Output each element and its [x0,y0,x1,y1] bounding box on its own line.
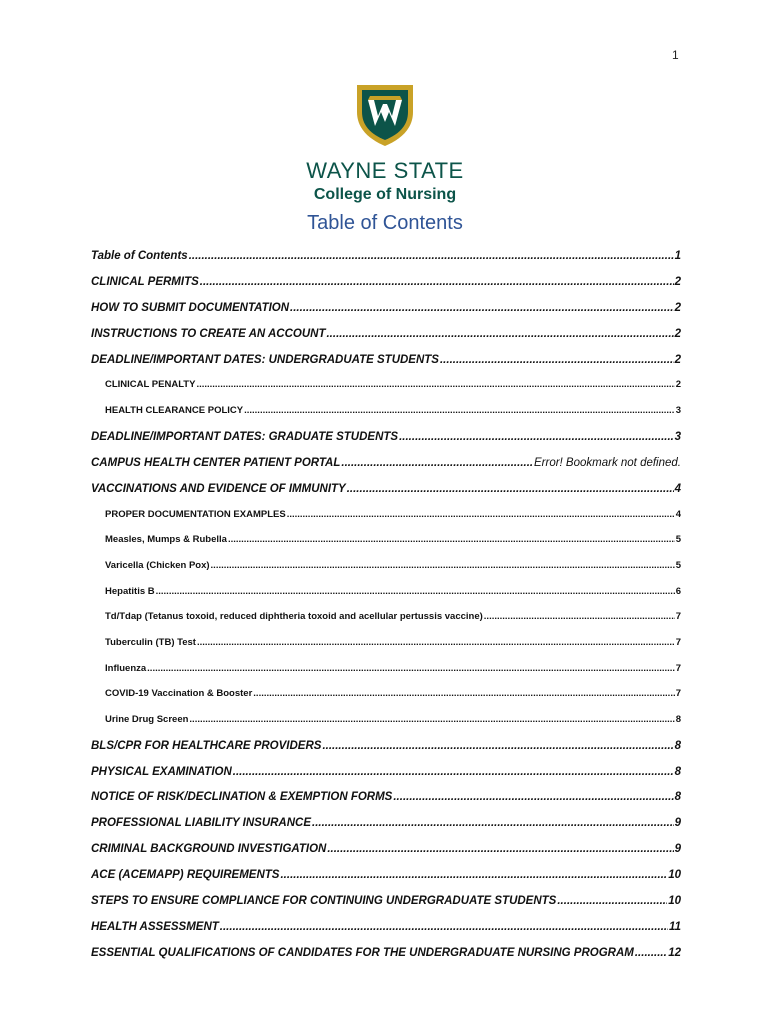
toc-entry[interactable] [91,688,681,714]
toc-entry-title: DEADLINE/IMPORTANT DATES: GRADUATE STUDENTS [91,430,399,443]
toc-entry-page: 2 [675,379,681,391]
logo-title: WAYNE STATE [306,158,464,183]
toc-dot-leader [557,895,667,907]
toc-dot-leader [399,431,674,443]
toc-dot-leader [228,534,675,545]
toc-entry-title: HEALTH ASSESSMENT [91,920,219,933]
toc-entry[interactable] [91,483,681,509]
toc-entry-title: Table of Contents [91,250,188,262]
toc-dot-leader [484,611,675,622]
toc-entry-page: 5 [675,559,681,571]
toc-dot-leader [327,843,673,855]
toc-entry-title: PROPER DOCUMENTATION EXAMPLES [105,508,286,520]
toc-entry-title: PROFESSIONAL LIABILITY INSURANCE [91,817,312,830]
toc-entry[interactable] [91,921,681,947]
toc-entry[interactable] [91,354,681,380]
toc-entry-title: CRIMINAL BACKGROUND INVESTIGATION [91,843,327,856]
toc-entry-title: Td/Tdap (Tetanus toxoid, reduced diphtheria toxoid and acellular pertussis vaccine) [105,611,483,623]
toc-entry-page: 10 [668,895,681,908]
toc-entry-page: Error! Bookmark not defined. [533,456,681,469]
toc-entry-title: ESSENTIAL QUALIFICATIONS OF CANDIDATES FOR THE UNDERGRADUATE NURSING PROGRAM [91,946,634,959]
toc-entry-title: Urine Drug Screen [105,714,189,725]
toc-entry-page: 7 [675,611,681,623]
toc-entry-page: 3 [674,430,681,443]
toc-entry[interactable] [91,250,681,276]
page-number: 1 [672,48,679,62]
toc-dot-leader [322,740,673,752]
toc-entry-page: 8 [674,791,681,804]
toc-dot-leader [440,354,674,366]
toc-entry[interactable] [91,947,681,973]
toc-entry-page: 7 [675,688,681,700]
toc-entry-title: ACE (ACEMAPP) REQUIREMENTS [91,869,280,882]
toc-entry-title: COVID-19 Vaccination & Booster [105,688,253,700]
toc-entry-page: 1 [674,250,681,262]
toc-entry-title: Hepatitis B [105,585,155,597]
toc-entry-title: Varicella (Chicken Pox) [105,559,210,571]
toc-entry[interactable] [91,560,681,586]
toc-entry[interactable] [91,431,681,457]
toc-entry[interactable] [91,302,681,328]
toc-dot-leader [189,714,674,725]
toc-entry-page: 5 [675,534,681,546]
toc-dot-leader [189,250,674,262]
toc-dot-leader [147,663,675,674]
toc-entry[interactable] [91,791,681,817]
toc-entry[interactable] [91,457,681,483]
toc-entry[interactable] [91,843,681,869]
toc-entry[interactable] [91,534,681,560]
toc-entry-title: NOTICE OF RISK/DECLINATION & EXEMPTION FORMS [91,791,393,804]
toc-dot-leader [211,560,675,571]
toc-entry[interactable] [91,611,681,637]
toc-dot-leader [635,947,667,959]
toc-entry[interactable] [91,637,681,663]
toc-entry-title: HOW TO SUBMIT DOCUMENTATION [91,301,290,314]
toc-entry-title: Tuberculin (TB) Test [105,636,196,648]
toc-entry-title: CAMPUS HEALTH CENTER PATIENT PORTAL [91,456,341,469]
toc-heading: Table of Contents [307,212,463,234]
toc-entry-title: STEPS TO ENSURE COMPLIANCE FOR CONTINUING UNDERGRADUATE STUDENTS [91,895,557,908]
toc-entry-page: 3 [675,405,681,417]
toc-entry-title: Influenza [105,662,147,674]
wayne-state-shield-icon [354,82,416,148]
toc-entry[interactable] [91,817,681,843]
toc-dot-leader [347,483,674,495]
toc-dot-leader [341,457,533,469]
toc-entry-title: VACCINATIONS AND EVIDENCE OF IMMUNITY [91,482,346,495]
toc-entry-page: 8 [674,739,681,752]
toc-entry-page: 9 [674,843,681,856]
toc-entry-page: 2 [674,275,681,288]
toc-entry-page: 6 [675,585,681,597]
toc-dot-leader [287,509,675,520]
toc-entry[interactable] [91,714,681,740]
toc-entry-page: 2 [674,353,681,366]
toc-entry-page: 2 [674,327,681,340]
toc-entry[interactable] [91,405,681,431]
toc-dot-leader [312,817,674,829]
toc-entry-title: BLS/CPR FOR HEALTHCARE PROVIDERS [91,739,322,752]
toc-entry-title: HEALTH CLEARANCE POLICY [105,405,244,417]
toc-entry-title: CLINICAL PENALTY [105,379,196,391]
toc-dot-leader [244,405,675,416]
logo-subtitle: College of Nursing [313,186,457,203]
wayne-state-logo [0,82,770,203]
toc-entry-page: 2 [674,301,681,314]
toc-entry-title: DEADLINE/IMPORTANT DATES: UNDERGRADUATE STUDENTS [91,353,439,366]
toc-dot-leader [196,379,674,390]
toc-entry[interactable] [91,869,681,895]
toc-entry[interactable] [91,895,681,921]
toc-entry-page: 7 [675,662,681,674]
toc-entry-page: 10 [668,869,681,882]
toc-dot-leader [290,302,674,314]
toc-entry-page: 4 [675,508,681,520]
toc-dot-leader [197,637,675,648]
table-of-contents [91,250,681,973]
toc-dot-leader [200,276,674,288]
toc-dot-leader [280,869,667,881]
toc-entry[interactable] [91,663,681,689]
toc-entry-title: PHYSICAL EXAMINATION [91,765,232,778]
toc-entry[interactable] [91,276,681,302]
toc-entry-title: INSTRUCTIONS TO CREATE AN ACCOUNT [91,327,326,340]
toc-entry-page: 8 [675,714,681,725]
toc-entry-page: 8 [674,765,681,778]
toc-entry-page: 7 [675,636,681,648]
toc-entry[interactable] [91,740,681,766]
toc-entry-page: 4 [674,482,681,495]
toc-entry[interactable] [91,766,681,792]
toc-entry[interactable] [91,328,681,354]
toc-dot-leader [233,766,674,778]
toc-entry-page: 9 [674,817,681,830]
toc-dot-leader [156,586,675,597]
toc-entry-page: 11 [669,920,681,933]
toc-dot-leader [393,791,673,803]
toc-entry-title: Measles, Mumps & Rubella [105,534,227,546]
toc-entry[interactable] [91,509,681,535]
toc-entry[interactable] [91,379,681,405]
toc-dot-leader [220,921,668,933]
toc-entry-title: CLINICAL PERMITS [91,275,199,288]
toc-entry-page: 12 [668,946,681,959]
toc-dot-leader [253,688,674,699]
toc-entry[interactable] [91,586,681,612]
toc-dot-leader [326,328,673,340]
